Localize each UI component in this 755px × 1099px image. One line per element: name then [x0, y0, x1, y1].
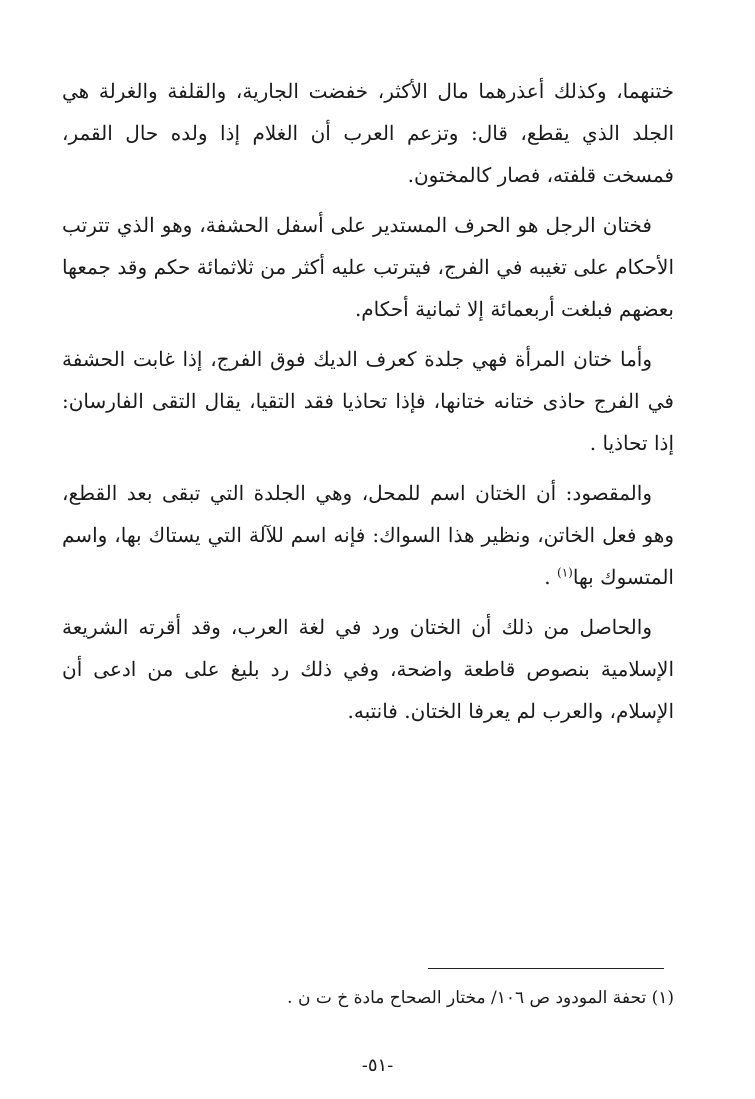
footnote-divider: [428, 968, 664, 969]
footnote: (١) تحفة المودود ص ١٠٦/ مختار الصحاح مادة خ ت ن .: [287, 988, 674, 1008]
paragraph-5: والحاصل من ذلك أن الختان ورد في لغة العرب، وقد أقرته الشريعة الإسلامية بنصوص قاطعة واضحة، وفي ذلك رد بليغ على من ادعى أن الإسلام، والعرب لم يعرفا الختان. فانتبه.: [62, 615, 674, 723]
paragraph-1: ختنهما، وكذلك أعذرهما مال الأكثر، خفضت الجارية، والقلفة والغرلة هي الجلد الذي يقطع، قال: وتزعم العرب أن الغلام إذا ولده حال القمر، فمسخت قلفته، فصار كالمختون.: [62, 79, 674, 187]
paragraph-3: وأما ختان المرأة فهي جلدة كعرف الديك فوق الفرج، إذا غابت الحشفة في الفرج حاذى ختانه ختانها، فإذا تحاذيا فقد التقيا، يقال التقى الفارسان: إذا تحاذيا .: [62, 347, 674, 455]
paragraph-4: [62, 472, 674, 598]
paragraph-4-end: .: [544, 565, 558, 589]
paragraph-2: فختان الرجل هو الحرف المستدير على أسفل الحشفة، وهو الذي تترتب الأحكام على تغيبه في الفرج، فيترتب عليه أكثر من ثلاثمائة حكم وقد جمعها بعضهم فبلغت أربعمائة إلا ثمانية أحكام.: [62, 213, 674, 321]
main-text: [62, 70, 674, 740]
paragraph-4-text: والمقصود: أن الختان اسم للمحل، وهي الجلدة التي تبقى بعد القطع، وهو فعل الخاتن، ونظير هذا السواك: فإنه اسم للآلة التي يستاك بها، واسم المتسوك بها: [62, 481, 674, 589]
page-number: -٥١-: [361, 1055, 394, 1076]
footnote-reference: (١): [557, 565, 573, 580]
